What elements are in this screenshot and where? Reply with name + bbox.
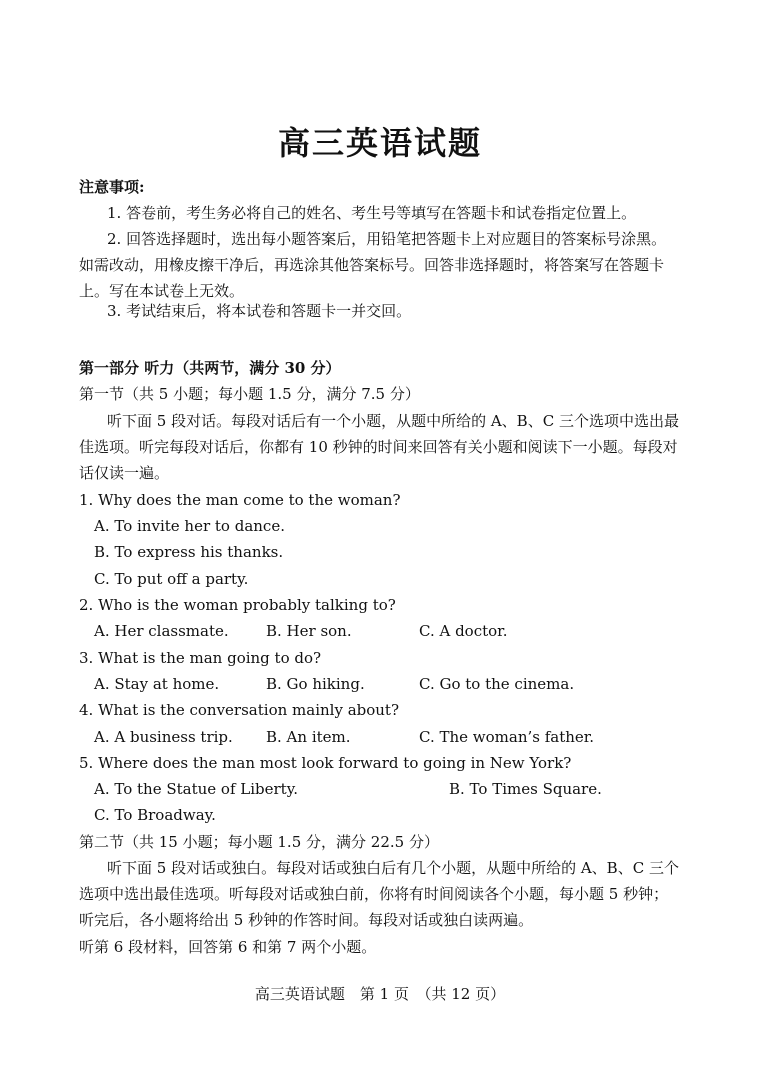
option-a: A. To the Statue of Liberty.	[94, 780, 298, 798]
option-c: C. To Broadway.	[94, 806, 216, 824]
notice-item: 1. 答卷前，考生务必将自己的姓名、考生号等填写在答题卡和试卷指定位置上。	[107, 204, 637, 222]
option-c: C. To put off a party.	[94, 570, 249, 588]
option-c: C. The woman’s father.	[419, 728, 595, 746]
notice-item: 3. 考试结束后，将本试卷和答题卡一并交回。	[107, 302, 412, 320]
question-2: 2. Who is the woman probably talking to?	[79, 596, 396, 614]
notice-item: 如需改动，用橡皮擦干净后，再选涂其他答案标号。回答非选择题时，将答案写在答题卡	[79, 256, 665, 274]
option-b: B. To Times Square.	[449, 780, 602, 798]
section2-heading: 第二节（共 15 小题；每小题 1.5 分，满分 22.5 分）	[79, 833, 439, 851]
option-a: A. A business trip.	[94, 728, 233, 746]
option-b: B. Go hiking.	[266, 675, 365, 693]
option-a: A. Her classmate.	[94, 622, 229, 640]
question-4: 4. What is the conversation mainly about?	[79, 701, 400, 719]
section2-instructions: 选项中选出最佳选项。听每段对话或独白前，你将有时间阅读各个小题，每小题 5 秒钟；	[79, 885, 669, 903]
section1-instructions: 听下面 5 段对话。每段对话后有一个小题，从题中所给的 A、B、C 三个选项中选出最	[107, 412, 679, 430]
page-title: 高三英语试题	[277, 124, 482, 162]
part1-heading: 第一部分 听力（共两节，满分 30 分）	[79, 359, 341, 377]
notice-item: 2. 回答选择题时，选出每小题答案后，用铅笔把答题卡上对应题目的答案标号涂黑。	[107, 230, 667, 248]
notice-heading: 注意事项:	[79, 178, 145, 196]
page-footer: 高三英语试题 第 1 页 （共 12 页）	[254, 985, 506, 1003]
section1-instructions: 佳选项。听完每段对话后，你都有 10 秒钟的时间来回答有关小题和阅读下一小题。每段对	[79, 438, 678, 456]
section1-heading: 第一节（共 5 小题；每小题 1.5 分，满分 7.5 分）	[79, 385, 420, 403]
option-c: C. A doctor.	[419, 622, 508, 640]
notice-item: 上。写在本试卷上无效。	[79, 282, 245, 300]
option-a: A. To invite her to dance.	[94, 517, 285, 535]
section1-instructions: 话仅读一遍。	[79, 464, 170, 482]
question-1: 1. Why does the man come to the woman?	[79, 491, 401, 509]
section2-instructions: 听下面 5 段对话或独白。每段对话或独白后有几个小题，从题中所给的 A、B、C 三个	[107, 859, 679, 877]
option-c: C. Go to the cinema.	[419, 675, 575, 693]
question-3: 3. What is the man going to do?	[79, 649, 322, 667]
option-a: A. Stay at home.	[94, 675, 220, 693]
option-b: B. To express his thanks.	[94, 543, 284, 561]
option-b: B. An item.	[266, 728, 351, 746]
option-b: B. Her son.	[266, 622, 352, 640]
question-5: 5. Where does the man most look forward to going in New York?	[79, 754, 572, 772]
section2-material: 听第 6 段材料，回答第 6 和第 7 两个小题。	[79, 938, 377, 956]
section2-instructions: 听完后，各小题将给出 5 秒钟的作答时间。每段对话或独白读两遍。	[79, 911, 534, 929]
